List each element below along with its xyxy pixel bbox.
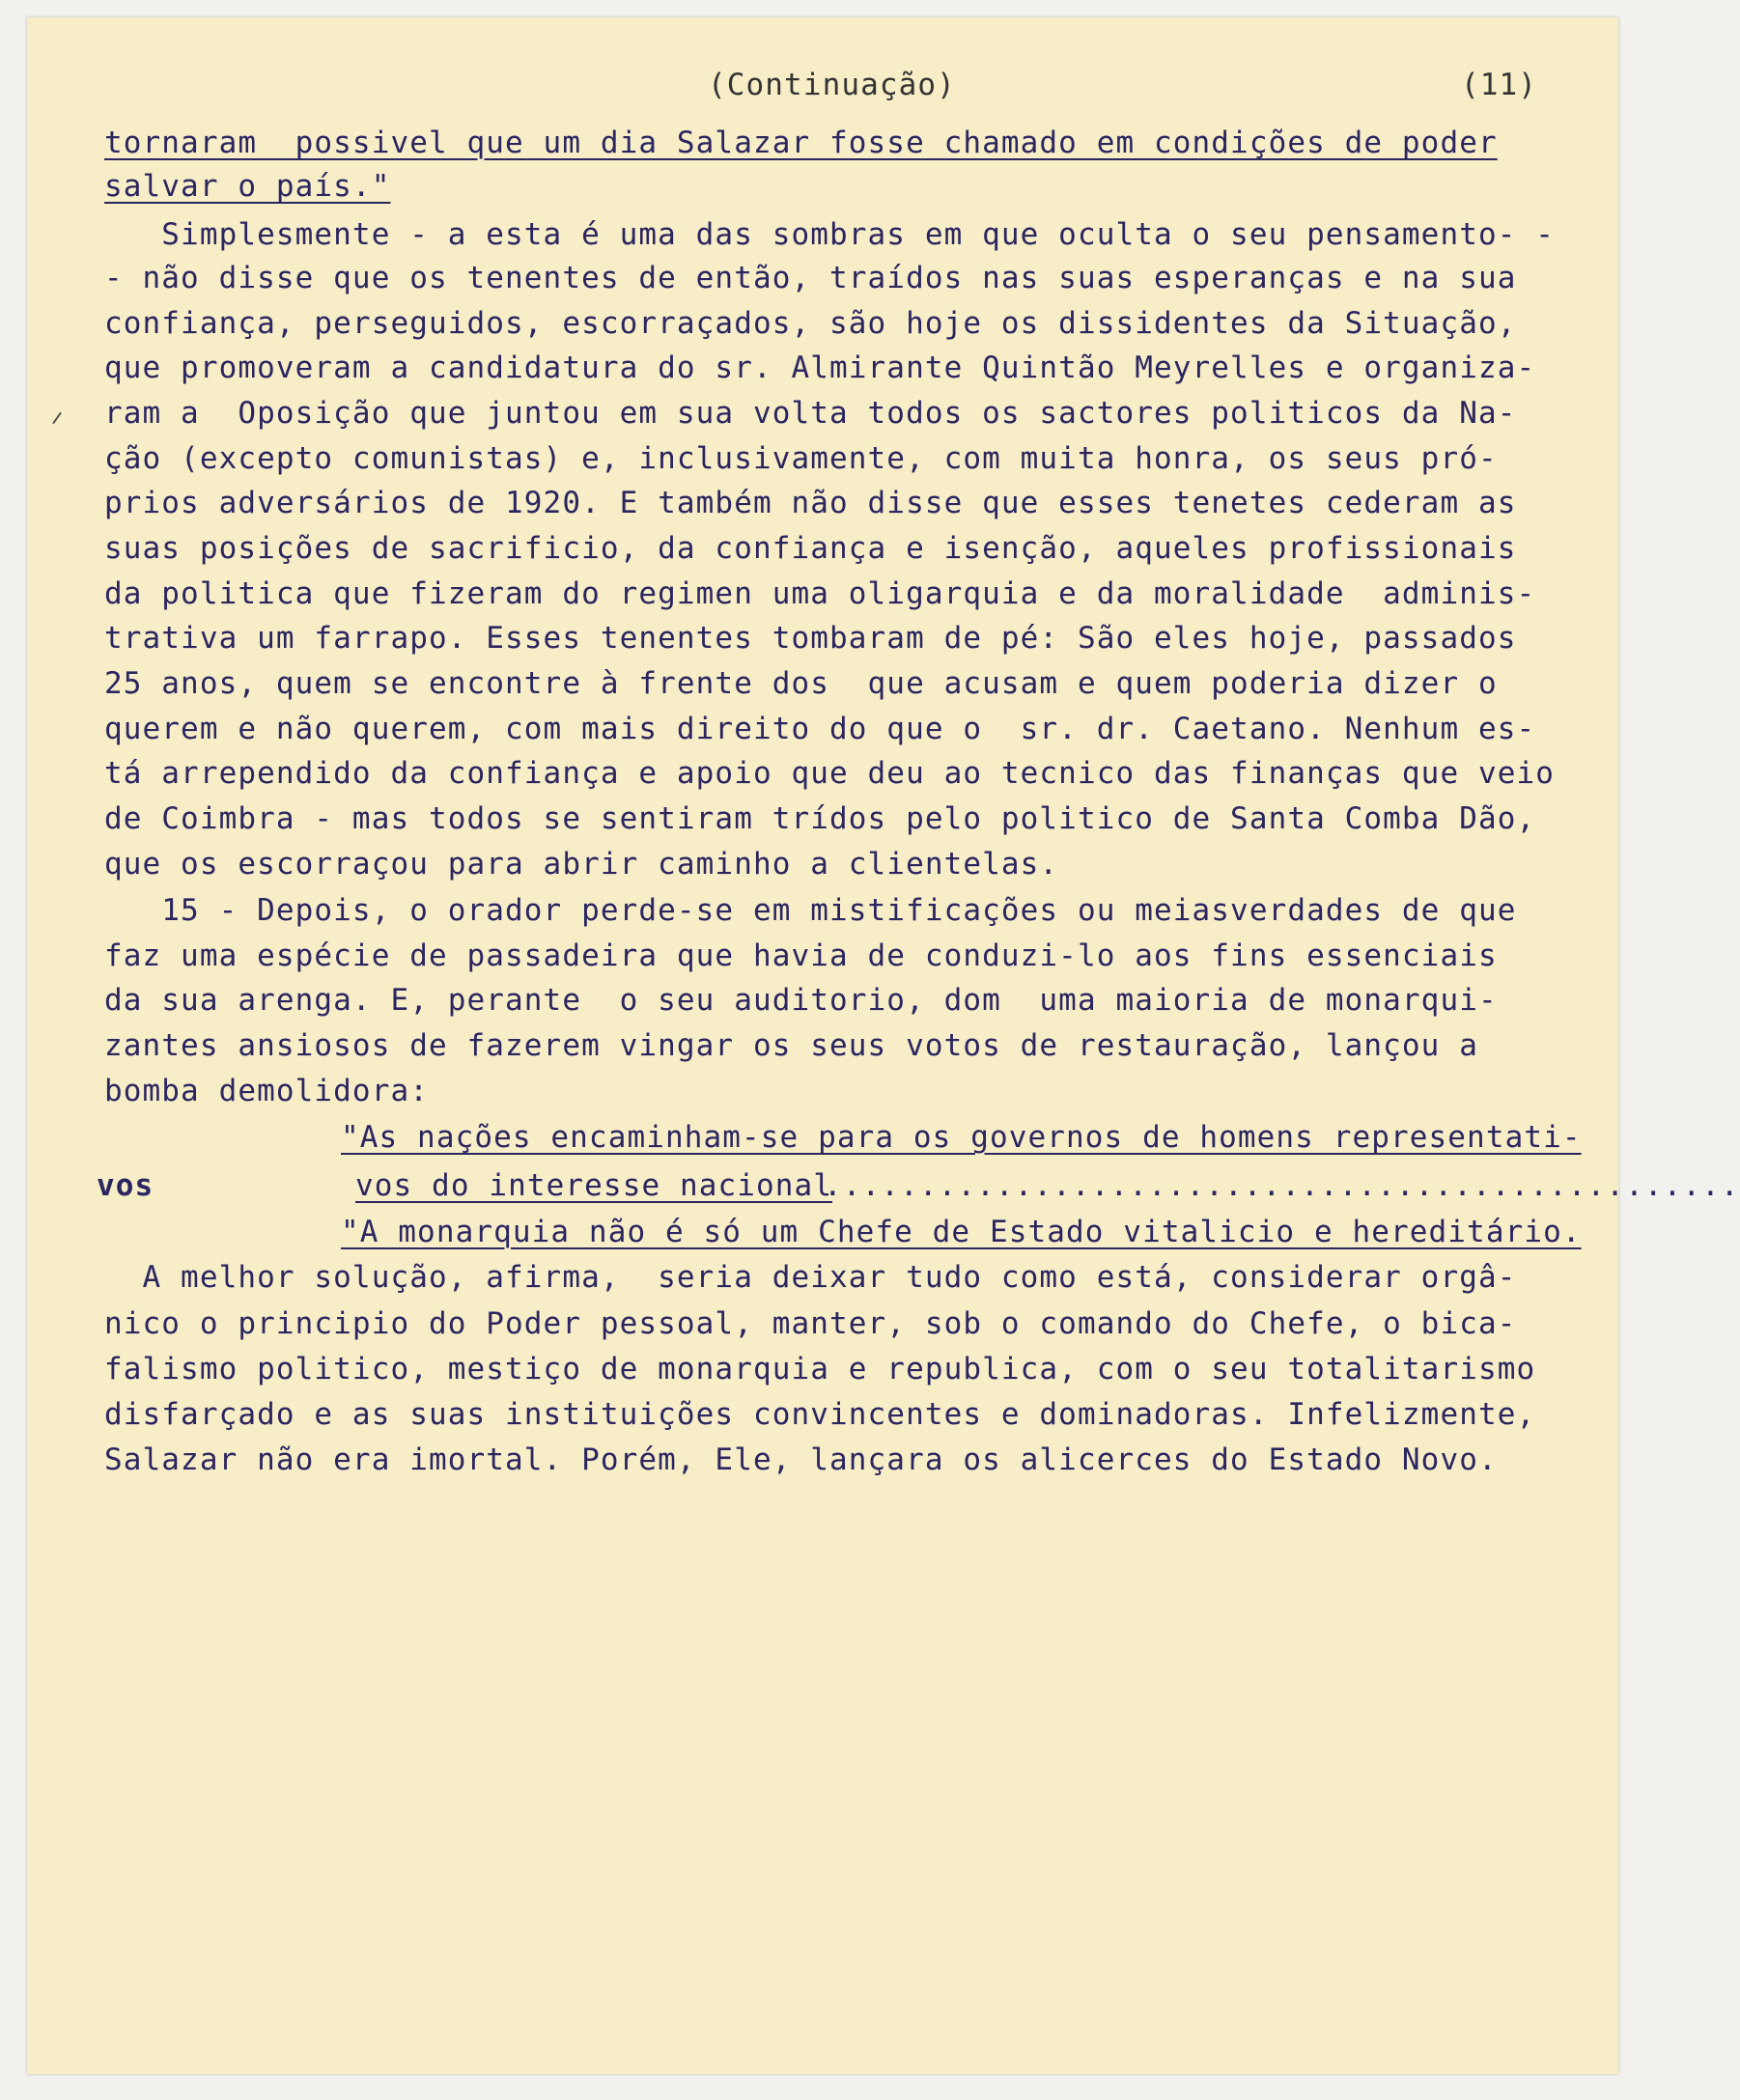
text-line: ção (excepto comunistas) e, inclusivamente, com muita honra, os seus pró- bbox=[104, 441, 1498, 476]
text-line: A melhor solução, afirma, seria deixar tudo como está, considerar orgâ- bbox=[104, 1260, 1517, 1295]
margin-tick-mark bbox=[52, 412, 62, 425]
text-line: suas posições de sacrificio, da confiança e isenção, aqueles profissionais bbox=[104, 531, 1517, 566]
text-line: Salazar não era imortal. Porém, Ele, lançara os alicerces do Estado Novo. bbox=[104, 1442, 1498, 1477]
text-line: salvar o país." bbox=[104, 169, 391, 204]
page-header-title: (Continuação) bbox=[708, 68, 956, 102]
text-line: - não disse que os tenentes de então, traídos nas suas esperanças e na sua bbox=[104, 261, 1517, 295]
text-line: faz uma espécie de passadeira que havia de conduzi-lo aos fins essenciais bbox=[104, 938, 1498, 973]
text-line: falismo politico, mestiço de monarquia e republica, com o seu totalitarismo bbox=[104, 1352, 1536, 1386]
text-line: bomba demolidora: bbox=[104, 1074, 429, 1108]
quote-line: vos do interesse nacional bbox=[355, 1168, 833, 1203]
text-line: 15 - Depois, o orador perde-se em mistificações ou meiasverdades de que bbox=[104, 893, 1517, 928]
text-line: trativa um farrapo. Esses tenentes tombaram de pé: São eles hoje, passados bbox=[104, 621, 1517, 656]
text-line: tá arrependido da confiança e apoio que deu ao tecnico das finanças que veio bbox=[104, 756, 1556, 791]
text-line: ram a Oposição que juntou em sua volta todos os sactores politicos da Na- bbox=[104, 396, 1517, 431]
text-line: Simplesmente - a esta é uma das sombras em que oculta o seu pensamento- - bbox=[104, 217, 1556, 252]
text-line: tornaram possivel que um dia Salazar fosse chamado em condições de poder bbox=[104, 126, 1498, 160]
text-line: disfarçado e as suas instituições convincentes e dominadoras. Infelizmente, bbox=[104, 1397, 1536, 1432]
text-line: zantes ansiosos de fazerem vingar os seus votos de restauração, lançou a bbox=[104, 1028, 1478, 1063]
text-line: de Coimbra - mas todos se sentiram trídos pelo politico de Santa Comba Dão, bbox=[104, 801, 1536, 836]
text-line: da politica que fizeram do regimen uma oligarquia e da moralidade adminis- bbox=[104, 576, 1536, 611]
page-number: (11) bbox=[1461, 68, 1538, 102]
text-line: 25 anos, quem se encontre à frente dos que acusam e quem poderia dizer o bbox=[104, 666, 1498, 701]
text-line: da sua arenga. E, perante o seu auditorio, dom uma maioria de monarqui- bbox=[104, 983, 1498, 1018]
text-line: nico o principio do Poder pessoal, manter, sob o comando do Chefe, o bica- bbox=[104, 1306, 1517, 1341]
typewritten-page bbox=[27, 17, 1740, 2074]
text-line: confiança, perseguidos, escorraçados, são hoje os dissidentes da Situação, bbox=[104, 306, 1517, 341]
margin-note: vos bbox=[97, 1168, 154, 1203]
text-line: que promoveram a candidatura do sr. Almirante Quintão Meyrelles e organiza- bbox=[104, 350, 1536, 385]
text-line: prios adversários de 1920. E também não disse que esses tenetes cederam as bbox=[104, 486, 1517, 520]
quote-line: "A monarquia não é só um Chefe de Estado vitalicio e hereditário. bbox=[341, 1215, 1582, 1249]
quote-dots: ................................................ bbox=[824, 1168, 1740, 1203]
quote-line: "As nações encaminham-se para os governos de homens representati- bbox=[341, 1120, 1582, 1155]
text-line: querem e não querem, com mais direito do que o sr. dr. Caetano. Nenhum es- bbox=[104, 712, 1536, 746]
text-line: que os escorraçou para abrir caminho a clientelas. bbox=[104, 847, 1059, 882]
